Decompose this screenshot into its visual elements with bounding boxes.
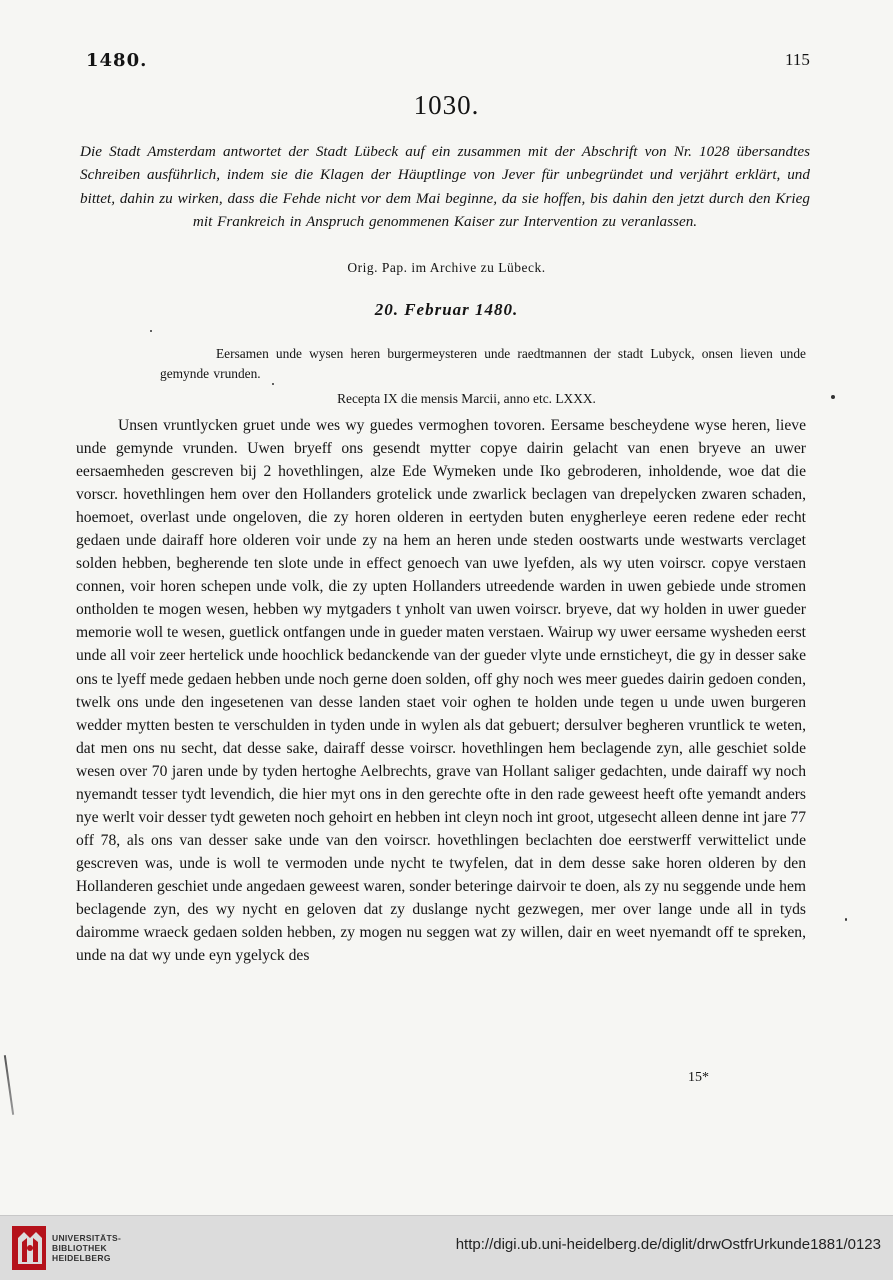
document-summary: Die Stadt Amsterdam antwortet der Stadt Lübeck auf ein zusammen mit der Abschrift von Nr. 1028 übersandtes Schreiben ausführlich, indem sie die Klagen der Häuptlinge von Jever für unbegründet und verjährt erklärt, und bittet, dahin zu wirken, dass die Fehde nicht vor dem Mai beginne, da sie hoffen, bis dahin den jetzt durch den Krieg mit Frankreich in Anspruch genommenen Kaiser zur Intervention zu veranlassen.: [80, 143, 810, 231]
receipt-note: Recepta IX die mensis Marcii, anno etc. LXXX.: [337, 391, 596, 406]
address-line: Eersamen unde wysen heren burgermeysteren unde raedtmannen der stadt Lubyck, onsen lieven unde gemynde vrunden.: [160, 346, 806, 381]
permalink-url[interactable]: http://digi.ub.uni-heidelberg.de/diglit/drwOstfrUrkunde1881/0123: [455, 1236, 881, 1253]
library-name-line: UNIVERSITÄTS-: [52, 1233, 122, 1243]
source-note: Orig. Pap. im Archive zu Lübeck.: [347, 260, 546, 275]
letter-body: Unsen vruntlycken gruet unde wes wy guedes vermoghen tovoren. Eersame bescheydene wyse heren, lieve unde gemynde vrunden. Uwen bryeff ons gesendt mytter copye dairin gelacht van enen bryeve an uwer eersaemheden gescreven bij 2 hovethlingen, alze Ede Wymeken unde Iko gebroderen, inholdende, woe dat die vorscr. hovethlingen hem over den Hollanders grotelick unde zwarlick beclagen van drepelycken zwaren schaden, hoemoet, overlast unde ongeloven, die zy horen olderen in eertyden buten enygherleye eeren redene eder recht gedaen unde dairaff hore olderen voir unde zy na hem an heren unde steden oostwarts unde westwarts verclaget solden hebben, begherende ten slote unde in effect genoech van uwe lyefden, als wy uten voirscr. copye verstaen connen, voir horen schepen unde volk, die zy upten Hollanders utreedende warden in uwen gebiede unde stromen ontholden te mogen wesen, hebben wy mytgaders t ynholt van uwen voirscr. bryeve, dat wy holden in uwer gueder memorie woll te wesen, guetlick ontfangen unde in gueder maten verstaen. Wairup wy uwer eersame wysheden eerst unde all voir zeer hertelick unde hoochlick bedanckende van der gueder vlyte unde ernsticheyt, die gy in desser sake ons te lyeff mede gedaen hebben unde noch gerne doen solden, off ghy noch wes meer guedes dairin gedoen conden, twelk ons unde den ingesetenen van desse landen staet voir oghen te holden unde tegen u unde uwen burgeren wedder mytten besten te verschulden in tyden unde in wylen als dat gebuert; dersulver begheren vruntlick te weten, dat men ons nu secht, dat desse sake, dairaff desse voirscr. hovethlingen hem beclagende zyn, alle geschiet solde wesen over 70 jaren unde by tyden hertoghe Aelbrechts, grave van Hollant saliger gedachten, unde dairaff wy noch nyemandt tesser tydt levendich, die hier myt ons in den gerechte ofte in den rade geweest heeft ofte yemandt anders nye werlt voir desser tydt geweten noch gehoirt en hebben int cleyn noch int groot, utgesecht alleen denne int jare 77 off 78, als ons van desser sake unde van den voirscr. hovethlingen beclachten doe eerstwerff verwittelict unde gescreven was, unde is woll te vermoden unde nycht te twyfelen, dat in dem desse sake horen olderen by den Hollanderen geschiet unde angedaen geweest waren, sonder beteringe dairvoir te doen, als zy nu seggende unde hem beclagende zyn, des wy nycht en geloven dat zy duslange nycht gezwegen, mer over lange unde all in tyds dairomme wraeck gedaen solden hebben, zy mogen nu seggen wat zy willen, dair en weet nyemandt off te spreken, unde na dat wy unde eyn ygelyck des: [76, 417, 806, 965]
ink-speck: [831, 395, 835, 399]
viewer-footer: [0, 1215, 893, 1280]
ink-speck: [150, 330, 152, 332]
running-head-year: 1480.: [86, 50, 148, 71]
ink-speck: [272, 383, 274, 385]
document-date: 20. Februar 1480.: [374, 300, 519, 319]
library-name-line: HEIDELBERG: [52, 1253, 111, 1263]
page-edge-shadow: [4, 1055, 14, 1115]
ink-speck: [845, 918, 847, 921]
signature-mark: 15*: [688, 1070, 709, 1085]
heidelberg-university-library-logo[interactable]: [10, 1224, 50, 1272]
library-name: [52, 1233, 121, 1263]
document-number: 1030.: [413, 90, 480, 120]
library-name-line: BIBLIOTHEK: [52, 1243, 107, 1253]
page-number: 115: [785, 50, 810, 69]
